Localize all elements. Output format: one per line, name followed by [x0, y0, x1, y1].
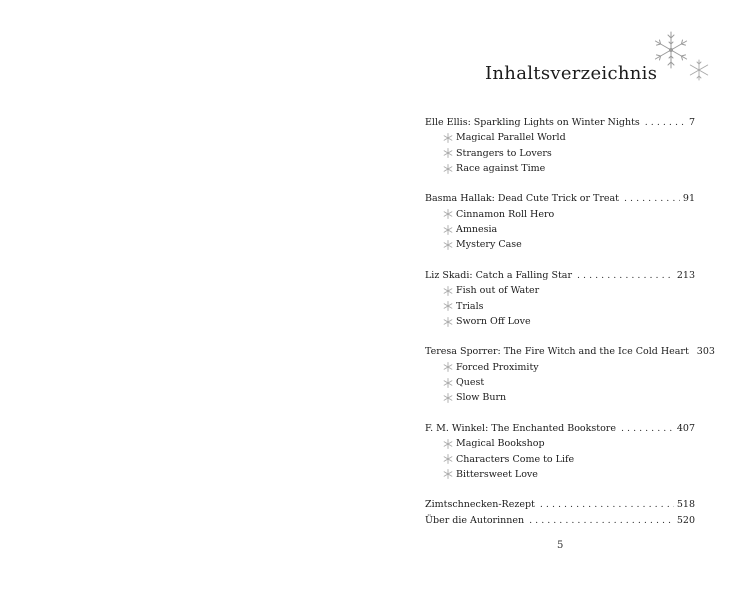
toc-subitem-label: Slow Burn — [456, 392, 507, 404]
toc-subitem-label: Magical Parallel World — [456, 132, 566, 144]
toc-subitem — [425, 436, 695, 451]
snowflake-icon — [443, 454, 453, 464]
toc-subitem — [425, 130, 695, 145]
toc-subitem-label: Cinnamon Roll Hero — [456, 208, 555, 220]
toc-subitem-label: Race against Time — [456, 162, 546, 174]
toc-subitem-label: Characters Come to Life — [456, 453, 575, 465]
table-of-contents — [425, 115, 715, 528]
snowflake-icon — [443, 362, 453, 372]
leader-dots — [577, 268, 674, 283]
snowflake-icon — [443, 164, 453, 174]
toc-subitem-label: Fish out of Water — [456, 285, 540, 297]
snowflake-icon — [443, 133, 453, 143]
leader-dots — [529, 513, 674, 528]
leader-dots — [540, 497, 674, 512]
toc-section — [425, 268, 695, 329]
toc-subitem-label: Magical Bookshop — [456, 438, 545, 450]
toc-section — [425, 421, 695, 482]
toc-subitem-label: Sworn Off Love — [456, 315, 531, 327]
toc-entry-label: Elle Ellis: Sparkling Lights on Winter Nights — [425, 117, 640, 128]
toc-entry-page: 303 — [696, 346, 715, 358]
leader-dots — [645, 115, 686, 130]
toc-subitem — [425, 375, 695, 390]
right-page — [375, 0, 750, 597]
toc-subitem-label: Amnesia — [456, 224, 498, 236]
toc-subitem — [425, 146, 695, 161]
toc-entry-page: 91 — [682, 193, 695, 205]
toc-entry[interactable] — [425, 497, 695, 512]
toc-entry-label: Basma Hallak: Dead Cute Trick or Treat — [425, 193, 620, 205]
toc-entry-label: Über die Autorinnen — [425, 514, 525, 526]
toc-subitem-label: Strangers to Lovers — [456, 147, 552, 159]
toc-entry[interactable] — [425, 513, 695, 528]
snowflake-icon — [443, 439, 453, 449]
toc-subitem-label: Forced Proximity — [456, 361, 539, 373]
toc-entry-label: Zimtschnecken-Rezept — [425, 499, 535, 511]
snowflake-icon — [443, 469, 453, 479]
snowflake-icon — [443, 240, 453, 250]
toc-section — [425, 115, 695, 176]
page-title: Inhaltsverzeichnis — [485, 63, 658, 84]
toc-subitem — [425, 207, 695, 222]
leader-dots — [621, 421, 674, 436]
toc-subitem — [425, 299, 695, 314]
toc-section — [425, 191, 695, 252]
snowflake-icon — [443, 148, 453, 158]
toc-subitem — [425, 237, 695, 252]
toc-entry[interactable] — [425, 421, 695, 436]
toc-subitem-label: Mystery Case — [456, 239, 522, 251]
toc-subitem — [425, 161, 695, 176]
toc-entry-page: 7 — [688, 117, 695, 128]
toc-subitem — [425, 222, 695, 237]
snowflake-icon — [443, 393, 453, 403]
small-snowflake-icon — [688, 59, 710, 81]
toc-subitem — [425, 390, 695, 405]
page-number: 5 — [557, 540, 564, 551]
toc-subitem-label: Bittersweet Love — [456, 468, 538, 480]
toc-subitem — [425, 314, 695, 329]
snowflake-icon — [443, 301, 453, 311]
snowflake-icon — [443, 378, 453, 388]
toc-entry-page: 407 — [676, 422, 695, 434]
toc-entry[interactable] — [425, 344, 715, 359]
snowflake-icon — [443, 317, 453, 327]
leader-dots — [624, 191, 680, 206]
toc-entry-label: F. M. Winkel: The Enchanted Bookstore — [425, 422, 616, 434]
toc-subitem — [425, 360, 695, 375]
toc-section — [425, 344, 715, 405]
toc-entry-page: 520 — [676, 514, 695, 526]
toc-entry-page: 518 — [676, 499, 695, 511]
toc-subitem — [425, 283, 695, 298]
toc-subitem — [425, 452, 695, 467]
toc-entry[interactable] — [425, 191, 695, 206]
toc-entry[interactable] — [425, 268, 695, 283]
toc-subitem-label: Quest — [456, 377, 485, 389]
toc-entry-label: Liz Skadi: Catch a Falling Star — [425, 269, 573, 281]
snowflake-icon — [443, 209, 453, 219]
toc-entry-label: Teresa Sporrer: The Fire Witch and the Ice Cold Heart — [425, 346, 689, 358]
toc-subitem — [425, 467, 695, 482]
snowflake-icon — [443, 225, 453, 235]
toc-entry[interactable] — [425, 115, 695, 130]
toc-extras — [425, 497, 695, 528]
toc-subitem-label: Trials — [456, 300, 484, 312]
toc-entry-page: 213 — [676, 269, 695, 281]
snowflake-icon — [443, 286, 453, 296]
